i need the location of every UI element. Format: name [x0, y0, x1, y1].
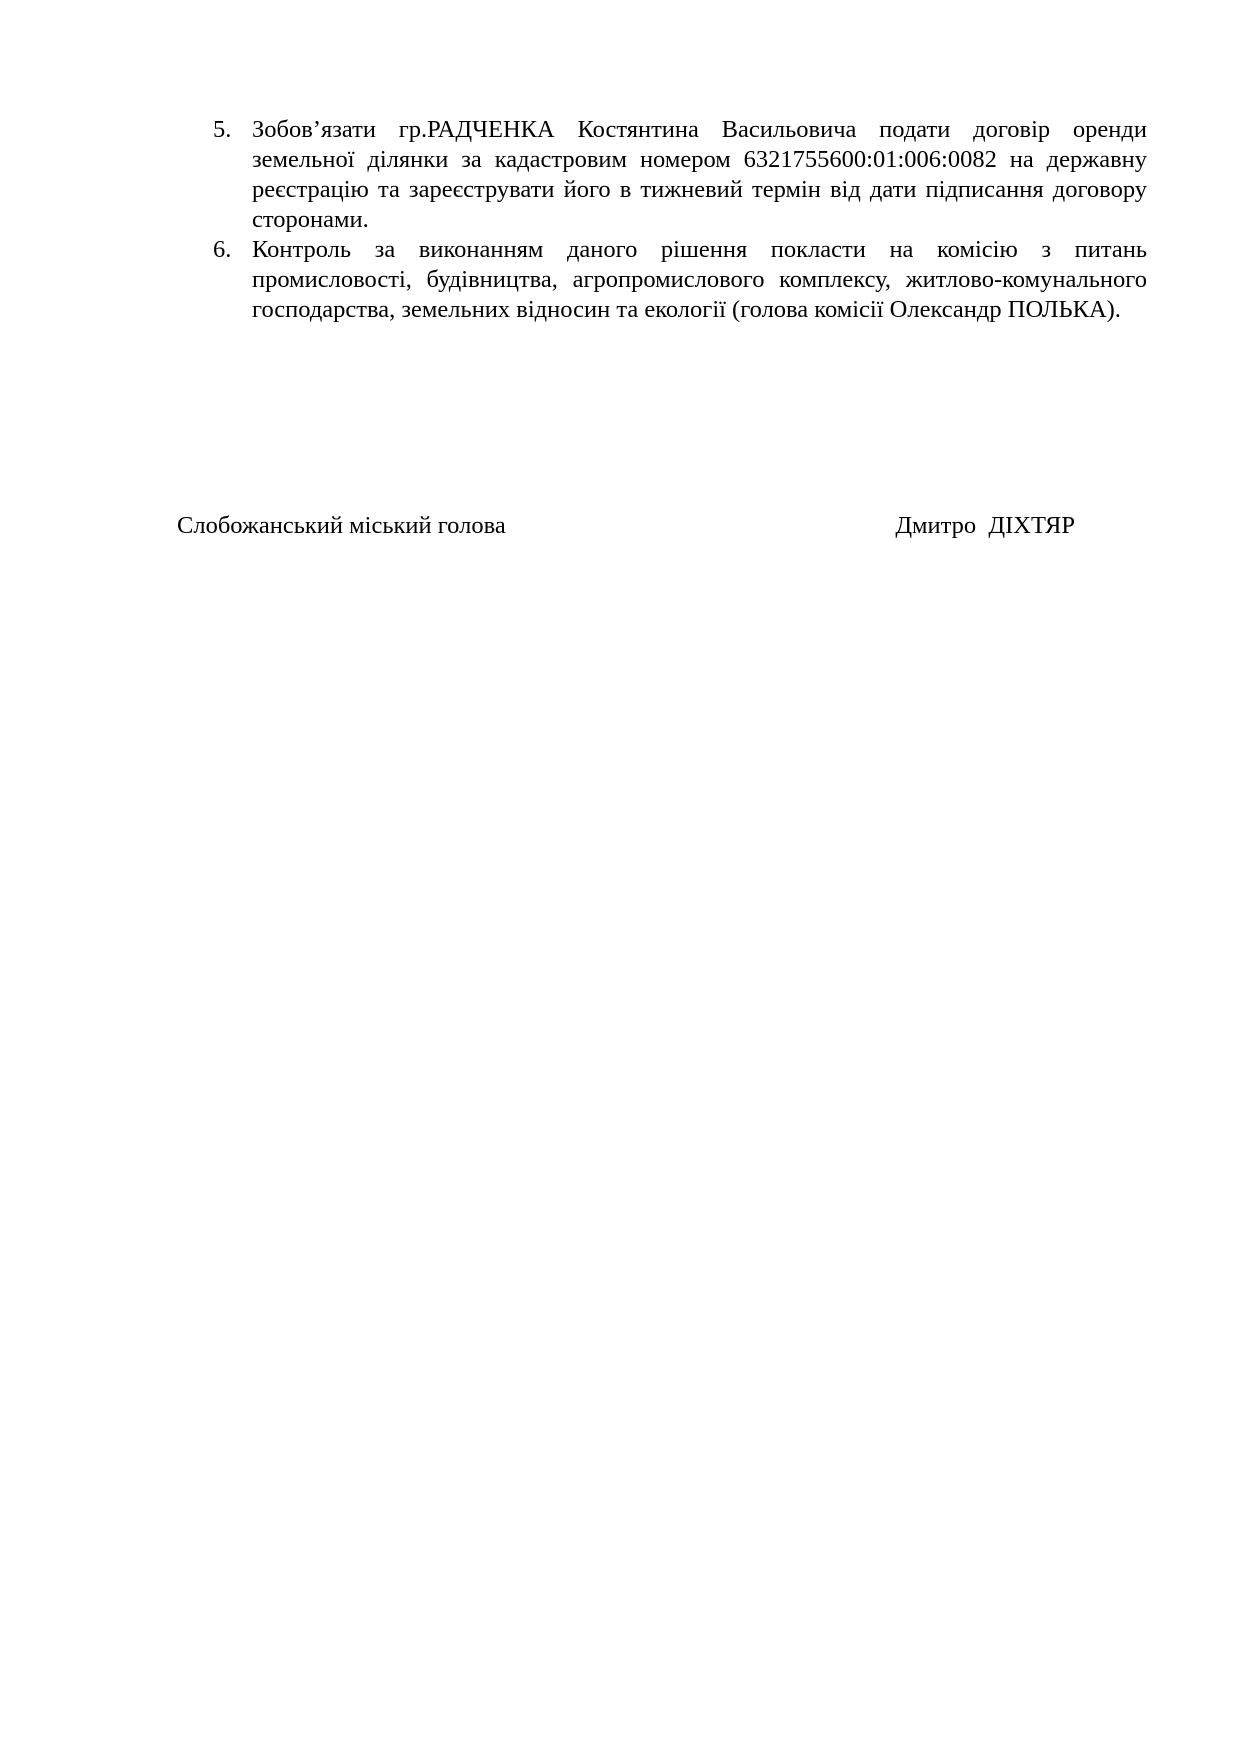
item-number: 6.: [213, 236, 232, 263]
item-number: 5.: [213, 116, 232, 143]
signatory-name: Дмитро ДІХТЯР: [895, 512, 1075, 539]
decision-item-6: [213, 235, 1147, 325]
signature-block: [177, 511, 1089, 541]
item-text: Зобов’язати гр.РАДЧЕНКА Костянтина Васильовича подати договір оренди земельної ділянки за кадастровим номером 6321755600:01:006:0082 на державну реєстрацію та зареєструвати його в тижневий термін від дати підписання договору сторонами.: [252, 116, 1147, 233]
signatory-position: Слобожанський міський голова: [177, 512, 506, 539]
decision-item-5: [213, 115, 1147, 235]
decision-list: [213, 115, 1147, 325]
item-text: Контроль за виконанням даного рішення покласти на комісію з питань промисловості, будівництва, агропромислового комплексу, житлово-комунального господарства, земельних відносин та екології (голова комісії Олександр ПОЛЬКА).: [252, 236, 1147, 323]
